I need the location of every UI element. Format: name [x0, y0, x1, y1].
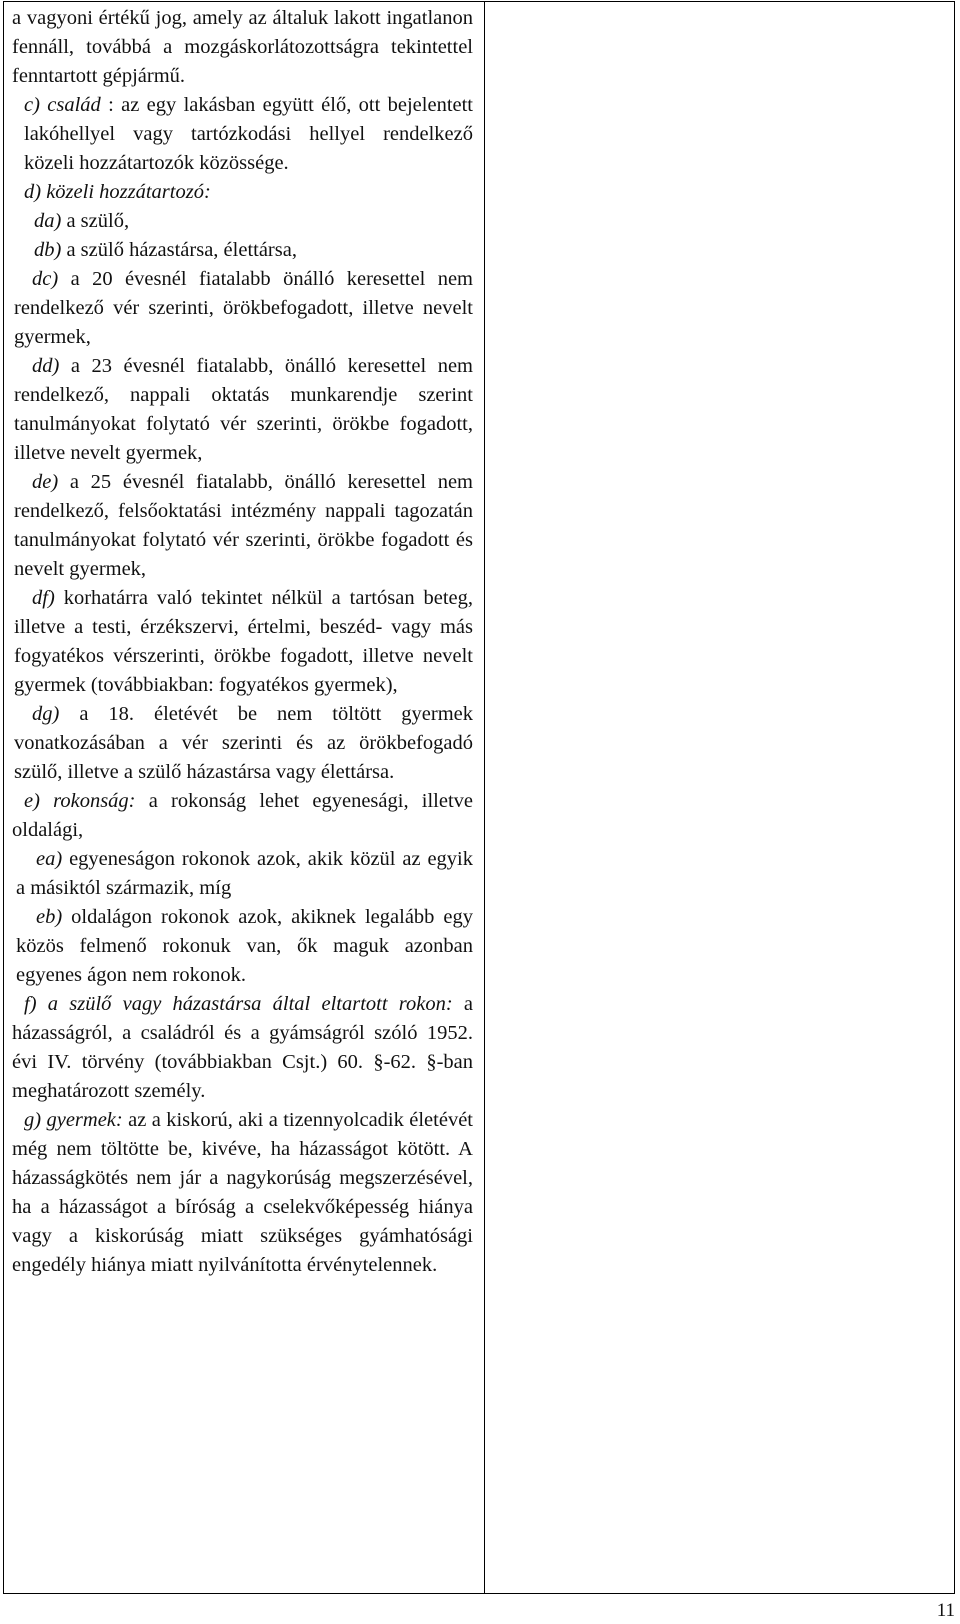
paragraph-vagyoni: a vagyoni értékű jog, amely az általuk lakott ingatlanon fennáll, továbbá a mozgáskorlátozottságra tekintettel fenntartott gépjármű.	[12, 7, 473, 87]
term-csalad: c) család	[24, 94, 101, 116]
page-number: 11	[936, 1600, 955, 1621]
item-eb: eb) oldalágon rokonok azok, akiknek legalább egy közös felmenő rokonuk van, ők maguk azonban egyenes ágon nem rokonok.	[16, 906, 473, 986]
subitems-d	[12, 207, 473, 787]
paragraph-rokonsag: e) rokonság: a rokonság lehet egyenesági, illetve oldalági,	[12, 790, 474, 841]
paragraph-gyermek: g) gyermek: az a kiskorú, aki a tizennyolcadik életévét még nem töltötte be, kivéve, ha házasságot kötött. A házasságkötés nem jár a nagykorúság megszerzésével, ha a házasságot a bíróság a cselekvőképesség hiánya vagy a kiskorúság miatt szükséges gyámhatósági engedély hiánya miatt nyilvánította érvénytelennek.	[12, 1109, 473, 1276]
item-dd: dd) a 23 évesnél fiatalabb, önálló keresettel nem rendelkező, nappali oktatás munkarendje szerint tanulmányokat folytató vér szerinti, örökbe fogadott, illetve nevelt gyermek,	[14, 355, 473, 464]
paragraph-eltartott-rokon: f) a szülő vagy házastársa által eltartott rokon: a házasságról, a családról és a gyámságról szóló 1952. évi IV. törvény (továbbiakban Csjt.) 60. §-62. §-ban meghatározott személy.	[12, 993, 473, 1102]
item-de: de) a 25 évesnél fiatalabb, önálló keresettel nem rendelkező, felsőoktatási intézmény nappali tagozatán tanulmányokat folytató vér szerinti, örökbe fogadott és nevelt gyermek,	[14, 471, 474, 580]
left-column-text	[12, 4, 473, 1280]
item-db: db) a szülő házastársa, élettársa,	[34, 239, 297, 261]
item-df: df) korhatárra való tekintet nélkül a tartósan beteg, illetve a testi, érzékszervi, értelmi, beszéd- vagy más fogyatékos vérszerinti, örökbe fogadott, illetve nevelt gyermek (továbbiakban: fogyatékos gyermek),	[14, 587, 474, 696]
item-dg: dg) a 18. életévét be nem töltött gyermek vonatkozásában a vér szerinti és az örökbefogadó szülő, illetve a szülő házastársa vagy élettársa.	[14, 703, 473, 783]
heading-kozeli-hozzatartozo: d) közeli hozzátartozó:	[24, 181, 211, 203]
item-dc: dc) a 20 évesnél fiatalabb önálló keresettel nem rendelkező vér szerinti, örökbefogadott, illetve nevelt gyermek,	[14, 268, 473, 348]
subitems-e	[12, 845, 473, 990]
item-da: da) a szülő,	[34, 210, 130, 232]
paragraph-csalad: c) család : az egy lakásban együtt élő, ott bejelentett lakóhellyel vagy tartózkodási hellyel rendelkező közeli hozzátartozók közössége.	[24, 94, 474, 174]
item-ea: ea) egyeneságon rokonok azok, akik közül az egyik a másiktól származik, míg	[16, 848, 473, 899]
column-divider	[484, 2, 485, 1593]
document-table	[3, 1, 955, 1594]
